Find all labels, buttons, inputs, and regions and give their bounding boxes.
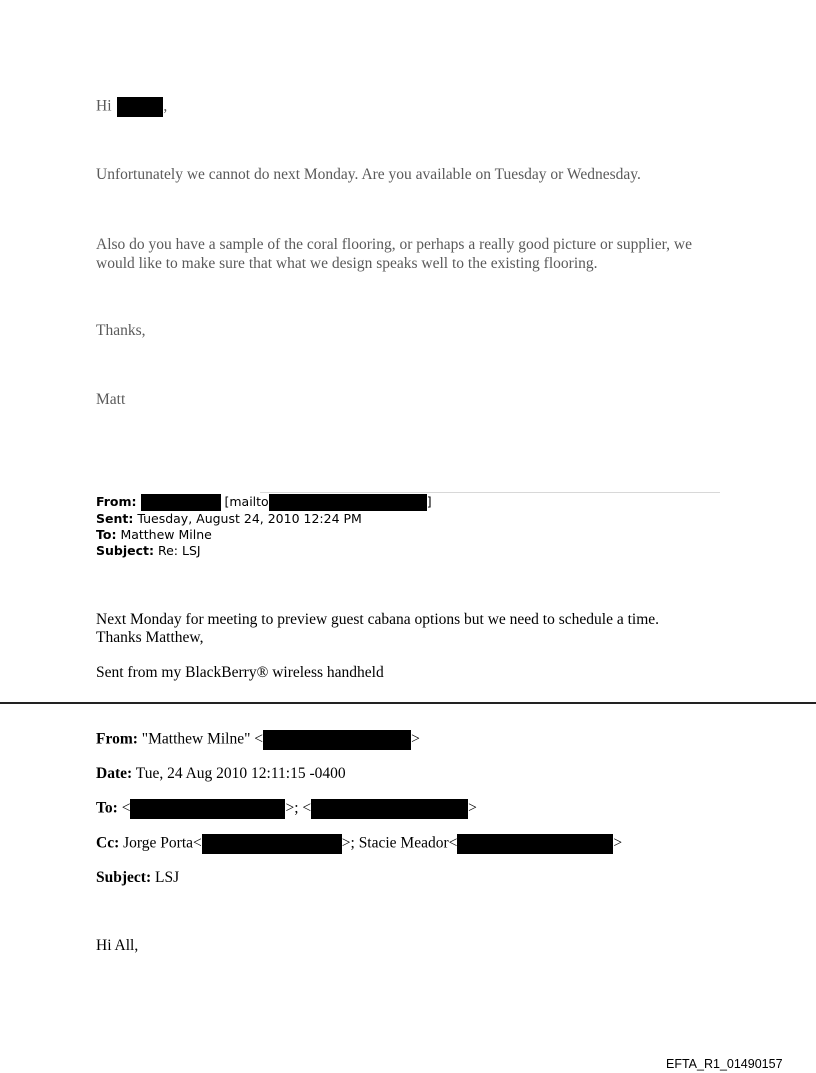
from-close: > (411, 730, 420, 748)
redaction-block (130, 799, 285, 819)
sent-value: Tuesday, August 24, 2010 12:24 PM (137, 511, 362, 526)
redaction-block (117, 97, 163, 117)
blackberry-signature: Sent from my BlackBerry® wireless handheld (96, 664, 384, 681)
sent-label: Sent: (96, 511, 134, 526)
to-open: < (121, 799, 131, 817)
forwarded-sent-row (96, 511, 432, 527)
cc-name-1: Jorge Porta< (123, 834, 202, 852)
cc-separator: >; Stacie Meador< (341, 834, 458, 852)
original-cc-row (96, 834, 622, 854)
original-from-row (96, 730, 420, 750)
reply-signature: Matt (96, 391, 126, 408)
from-label: From: (96, 730, 138, 748)
reply-paragraph-1: Unfortunately we cannot do next Monday. Are you available on Tuesday or Wednesday. (96, 166, 641, 183)
to-label: To: (96, 799, 118, 817)
original-greeting: Hi All, (96, 937, 139, 954)
reply-paragraph-2-line-2: would like to make sure that what we design speaks well to the existing flooring. (96, 255, 598, 272)
mailto-suffix: ] (426, 494, 432, 509)
reply-thanks: Thanks, (96, 322, 146, 339)
date-value: Tue, 24 Aug 2010 12:11:15 -0400 (135, 765, 346, 782)
reply-greeting-line (96, 97, 167, 117)
forwarded-body-line-1: Next Monday for meeting to preview guest cabana options but we need to schedule a time. (96, 611, 660, 628)
redaction-block (269, 494, 427, 511)
original-subject-row (96, 869, 179, 887)
document-id: EFTA_R1_01490157 (666, 1057, 783, 1071)
header-separator-line (260, 492, 720, 493)
mailto-prefix: [mailto (224, 494, 269, 509)
subject-label: Subject: (96, 543, 154, 558)
redaction-block (202, 834, 342, 854)
redaction-block (141, 494, 221, 511)
subject-value: Re: LSJ (157, 543, 201, 558)
to-label: To: (96, 527, 117, 542)
to-separator: >; < (285, 799, 312, 817)
forwarded-header (96, 494, 432, 559)
forwarded-subject-row (96, 543, 432, 559)
greeting-word: Hi (96, 97, 112, 115)
forwarded-from-row (96, 494, 432, 511)
subject-value: LSJ (154, 869, 180, 886)
cc-close: > (613, 834, 623, 852)
from-value: "Matthew Milne" < (141, 730, 264, 748)
reply-paragraph-2 (96, 235, 692, 273)
redaction-block (457, 834, 613, 854)
original-date-row (96, 765, 346, 783)
forwarded-body (96, 611, 659, 647)
redaction-block (263, 730, 411, 750)
to-value: Matthew Milne (120, 527, 212, 542)
subject-label: Subject: (96, 869, 152, 886)
redaction-block (311, 799, 468, 819)
to-close: > (468, 799, 477, 817)
reply-paragraph-2-line-1: Also do you have a sample of the coral flooring, or perhaps a really good picture or supplier, we (96, 236, 692, 253)
date-label: Date: (96, 765, 133, 782)
message-divider (0, 702, 816, 704)
forwarded-to-row (96, 527, 432, 543)
forwarded-body-line-2: Thanks Matthew, (96, 629, 204, 646)
original-to-row (96, 799, 477, 819)
cc-label: Cc: (96, 834, 120, 852)
from-label: From: (96, 494, 137, 509)
greeting-comma: , (163, 97, 168, 115)
